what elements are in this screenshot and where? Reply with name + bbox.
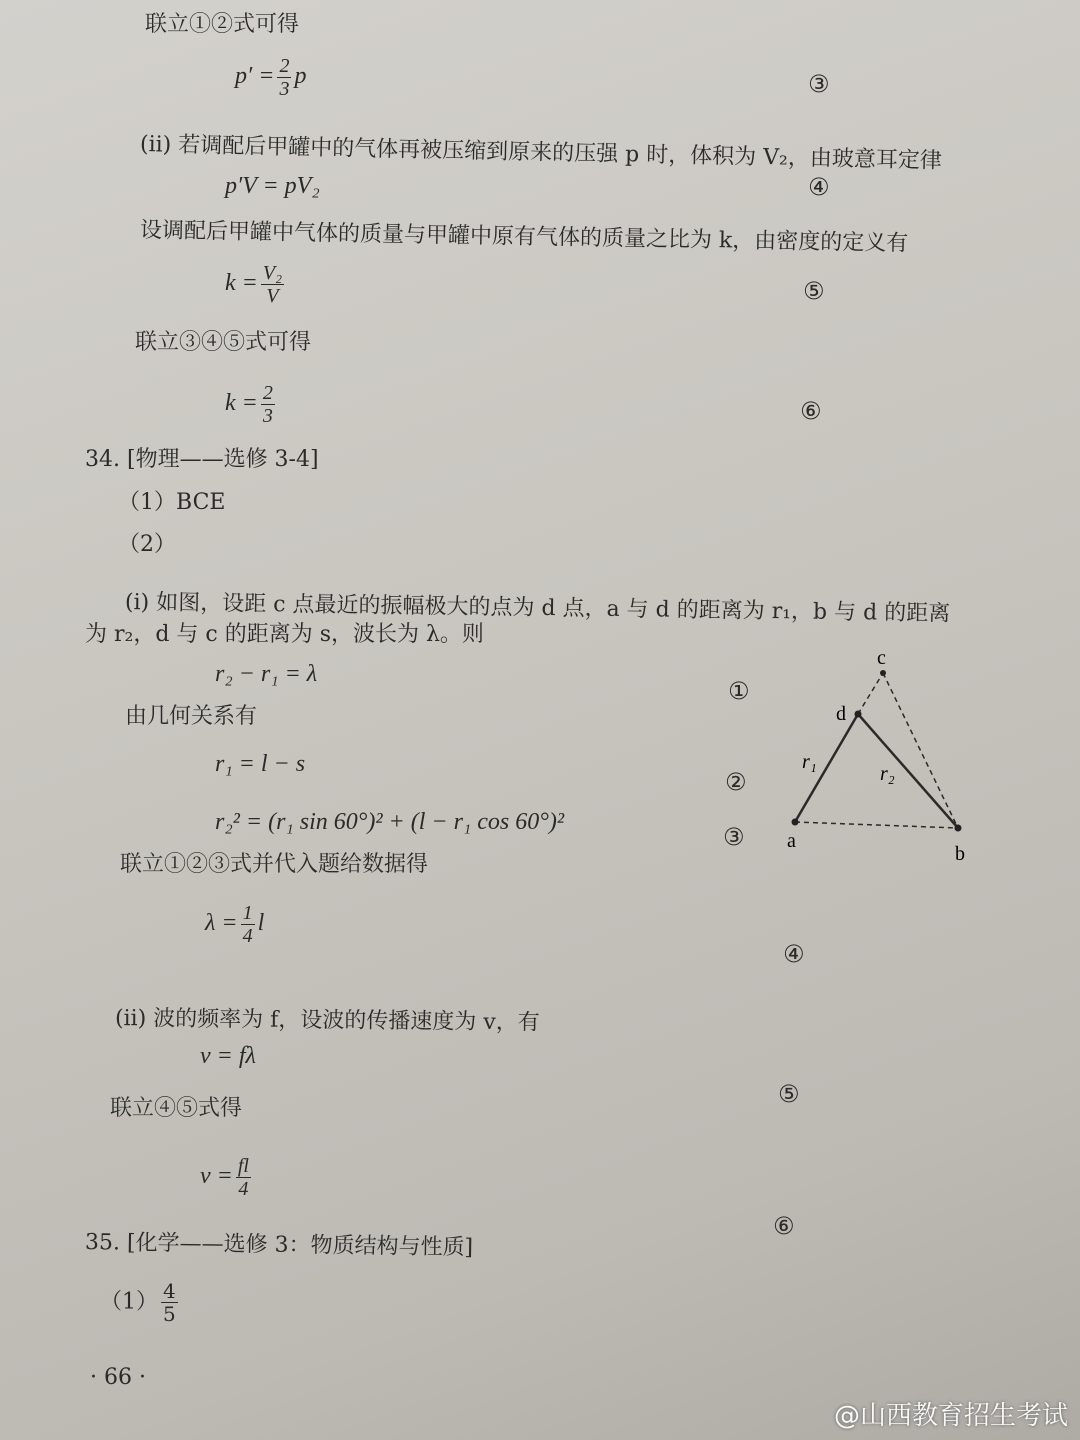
eq-number: ⑤: [803, 277, 825, 305]
frac-num: 2: [262, 382, 273, 404]
point-b: [955, 825, 962, 832]
equation-4: p′V = pV₂: [225, 173, 320, 199]
text-line: (ii) 波的频率为 f，设波的传播速度为 v，有: [114, 1006, 540, 1036]
frac-den: 4: [242, 925, 253, 947]
question-heading-35: 35. [化学——选修 3：物质结构与性质]: [84, 1230, 474, 1261]
eq-lhs: p′ =: [235, 63, 275, 90]
frac-num: 1: [242, 902, 253, 924]
answer-label: （1）: [100, 1289, 158, 1315]
eq-rhs: l: [257, 910, 265, 937]
segment-db: [858, 714, 958, 828]
text-line: 由几何关系有: [125, 704, 258, 729]
label-d: d: [836, 703, 846, 725]
text-line: 联立①②式可得: [145, 12, 300, 37]
eq-number: ②: [725, 768, 747, 796]
eq-lhs: k =: [225, 390, 258, 417]
label-r2: r₂: [880, 763, 895, 785]
frac-den: 3: [262, 405, 273, 427]
text-line: 设调配后甲罐中气体的质量与甲罐中原有气体的质量之比为 k，由密度的定义有: [139, 218, 909, 257]
equation-b1: r₂ − r₁ = λ: [215, 661, 318, 687]
eq-number: ④: [808, 173, 830, 201]
point-c: [880, 670, 886, 676]
frac-num: fl: [237, 1155, 249, 1177]
answer-1: （1）BCE: [118, 490, 226, 515]
label-b: b: [955, 843, 965, 865]
frac-den: V: [266, 285, 279, 307]
point-d: [855, 711, 862, 718]
segment-ab: [795, 822, 958, 828]
eq-lhs: λ =: [205, 910, 238, 937]
eq-lhs: k =: [225, 270, 258, 297]
frac-num: V₂: [262, 262, 283, 284]
text-line: 联立③④⑤式可得: [135, 330, 312, 355]
label-r1: r₁: [802, 751, 817, 773]
label-c: c: [877, 647, 886, 669]
eq-number: ③: [808, 70, 830, 98]
frac-den: 4: [238, 1178, 249, 1200]
page-number: · 66 ·: [90, 1365, 146, 1390]
point-a: [792, 819, 799, 826]
eq-number: ⑥: [800, 397, 822, 425]
watermark: @山西教育招生考试: [833, 1401, 1068, 1431]
eq-lhs: v =: [200, 1163, 233, 1190]
text-line: (i) 如图，设距 c 点最近的振幅极大的点为 d 点，a 与 d 的距离为 r₁，b 与 d 的距离: [124, 590, 951, 627]
equation-b5: v = fλ: [200, 1043, 256, 1069]
frac-num: 4: [163, 1279, 176, 1303]
text-line: 为 r₂，d 与 c 的距离为 s，波长为 λ。则: [85, 622, 484, 647]
question-heading-34: 34. [物理——选修 3-4]: [85, 447, 319, 472]
equation-b2: r₁ = l − s: [215, 751, 306, 777]
segment-cb: [883, 673, 958, 828]
frac-den: 5: [163, 1302, 176, 1326]
text-line: 联立①②③式并代入题给数据得: [120, 852, 429, 877]
eq-number: ⑤: [778, 1080, 800, 1108]
equation-b3: r₂² = (r₁ sin 60°)² + (l − r₁ cos 60°)²: [215, 809, 565, 835]
answer-2-label: （2）: [118, 532, 176, 557]
segment-dc: [858, 673, 883, 714]
text-line: 联立④⑤式得: [110, 1096, 243, 1121]
frac-num: 2: [279, 55, 290, 77]
eq-number: ③: [723, 823, 745, 851]
eq-rhs: p: [294, 63, 307, 90]
text-line: (ii) 若调配后甲罐中的气体再被压缩到原来的压强 p 时，体积为 V₂，由玻意耳定律: [139, 132, 943, 174]
eq-number: ⑥: [773, 1212, 795, 1240]
label-a: a: [787, 830, 796, 852]
eq-number: ①: [728, 677, 750, 705]
frac-den: 3: [279, 78, 290, 100]
eq-number: ④: [783, 940, 805, 968]
